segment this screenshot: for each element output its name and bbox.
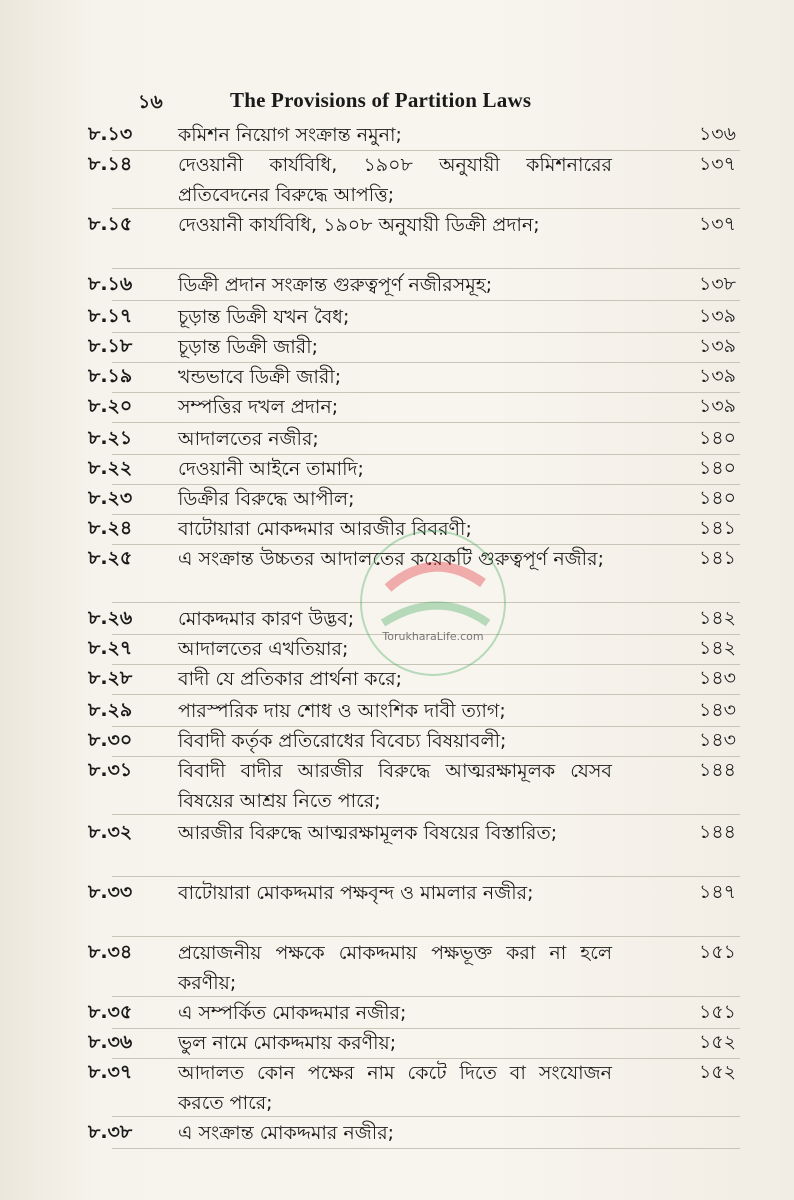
page-reference: ১৩৮ <box>698 273 736 295</box>
section-number: ৮.২৪ <box>88 517 133 539</box>
page-reference: ১৪৩ <box>698 667 736 689</box>
watermark-text: TorukharaLife.com <box>382 630 484 643</box>
section-title: মোকদ্দমার কারণ উদ্ভব; <box>178 608 355 630</box>
toc-entry <box>0 998 794 1028</box>
page-reference: ১৩৯ <box>698 365 736 387</box>
section-number: ৮.২০ <box>88 395 133 417</box>
section-title: দেওয়ানী কার্যবিধি, ১৯০৮ অনুযায়ী কমিশনারের প্রতিবেদনের বিরুদ্ধে আপত্তি; <box>178 154 612 206</box>
toc-entry <box>0 210 794 268</box>
section-number: ৮.১৮ <box>88 335 133 357</box>
toc-entry <box>0 362 794 392</box>
page-reference: ১৫২ <box>698 1061 736 1083</box>
toc-entry <box>0 150 794 208</box>
row-divider <box>112 208 740 209</box>
section-title: এ সংক্রান্ত উচ্চতর আদালতের কয়েকটি গুরুত্বপূর্ণ নজীর; <box>178 548 604 570</box>
section-title: ডিক্রী প্রদান সংক্রান্ত গুরুত্বপূর্ণ নজীরসমূহ; <box>178 274 493 296</box>
row-divider <box>112 814 740 815</box>
row-divider <box>112 1148 740 1149</box>
section-number: ৮.২৬ <box>88 607 133 629</box>
section-number: ৮.৩৮ <box>88 1121 133 1143</box>
section-number: ৮.৩৫ <box>88 1001 133 1023</box>
section-number: ৮.৩৪ <box>88 941 133 963</box>
toc-entry <box>0 484 794 514</box>
page-reference: ১৪১ <box>699 547 736 569</box>
page-header <box>138 88 734 118</box>
running-title: The Provisions of Partition Laws <box>230 88 532 112</box>
toc-entry <box>0 120 794 150</box>
section-number: ৮.২৫ <box>88 547 133 569</box>
toc-entry <box>0 696 794 726</box>
row-divider <box>112 936 740 937</box>
toc-entry <box>0 1118 794 1148</box>
section-number: ৮.৩৬ <box>88 1031 133 1053</box>
section-number: ৮.২৮ <box>88 667 133 689</box>
section-title: বাদী যে প্রতিকার প্রার্থনা করে; <box>178 668 403 690</box>
section-number: ৮.২৯ <box>88 699 133 721</box>
toc-entry <box>0 878 794 936</box>
section-number: ৮.৩১ <box>88 759 133 781</box>
section-number: ৮.২৩ <box>88 487 133 509</box>
page-reference: ১৪০ <box>698 427 736 449</box>
section-title: আদালতের নজীর; <box>178 428 319 450</box>
section-number: ৮.১৫ <box>88 213 133 235</box>
page-reference: ১৫১ <box>699 941 736 963</box>
page-reference: ১৩৯ <box>698 305 736 327</box>
toc-entry <box>0 424 794 454</box>
page-reference: ১৫১ <box>699 1001 736 1023</box>
section-title: চূড়ান্ত ডিক্রী জারী; <box>178 336 319 358</box>
section-number: ৮.৩২ <box>88 821 133 843</box>
section-title: আদালতের এখতিয়ার; <box>178 638 349 660</box>
section-title: বাটোয়ারা মোকদ্দমার আরজীর বিবরণী; <box>178 518 472 540</box>
toc-entry <box>0 302 794 332</box>
page-reference: ১৪৭ <box>698 881 736 903</box>
page-reference: ১৩৭ <box>698 153 736 175</box>
section-number: ৮.৩৩ <box>88 881 133 903</box>
page-reference: ১৫২ <box>698 1031 736 1053</box>
page-reference: ১৪১ <box>699 517 736 539</box>
section-number: ৮.১৬ <box>88 273 133 295</box>
page-reference: ১৩৬ <box>698 123 736 145</box>
section-number: ৮.১৭ <box>88 305 133 327</box>
row-divider <box>112 1116 740 1117</box>
section-number: ৮.১৩ <box>88 123 133 145</box>
page-reference: ১৩৯ <box>698 335 736 357</box>
row-divider <box>112 996 740 997</box>
toc-entry <box>0 818 794 876</box>
section-title: ভুল নামে মোকদ্দমায় করণীয়; <box>178 1032 397 1054</box>
toc-entry <box>0 938 794 996</box>
toc-entry <box>0 454 794 484</box>
page-reference: ১৪২ <box>698 607 736 629</box>
row-divider <box>112 876 740 877</box>
row-divider <box>112 268 740 269</box>
section-title: সম্পত্তির দখল প্রদান; <box>178 396 339 418</box>
page-reference: ১৪৪ <box>699 821 736 843</box>
toc-entry <box>0 392 794 422</box>
section-title: আরজীর বিরুদ্ধে আত্মরক্ষামূলক বিষয়ের বিস্তারিত; <box>178 822 558 844</box>
page-reference: ১৪০ <box>698 487 736 509</box>
section-title: দেওয়ানী কার্যবিধি, ১৯০৮ অনুযায়ী ডিক্রী প্রদান; <box>178 214 540 236</box>
toc-entry <box>0 726 794 756</box>
section-title: বিবাদী বাদীর আরজীর বিরুদ্ধে আত্মরক্ষামূলক যেসব বিষয়ের আশ্রয় নিতে পারে; <box>178 760 612 812</box>
section-title: চূড়ান্ত ডিক্রী যখন বৈধ; <box>178 306 350 328</box>
page-reference: ১৪৩ <box>698 729 736 751</box>
toc-entry <box>0 332 794 362</box>
section-title: খন্ডভাবে ডিক্রী জারী; <box>178 366 342 388</box>
section-number: ৮.২৭ <box>88 637 133 659</box>
row-divider <box>112 300 740 301</box>
section-title: ডিক্রীর বিরুদ্ধে আপীল; <box>178 488 355 510</box>
section-title: এ সম্পর্কিত মোকদ্দমার নজীর; <box>178 1002 407 1024</box>
section-title: পারস্পরিক দায় শোধ ও আংশিক দাবী ত্যাগ; <box>178 700 506 722</box>
toc-entry <box>0 756 794 814</box>
section-number: ৮.৩৭ <box>88 1061 133 1083</box>
row-divider <box>112 694 740 695</box>
row-divider <box>112 422 740 423</box>
section-number: ৮.৩০ <box>88 729 133 751</box>
watermark-logo <box>358 528 508 678</box>
section-title: বিবাদী কর্তৃক প্রতিরোধের বিবেচ্য বিষয়াবলী; <box>178 730 507 752</box>
page-number: ১৬ <box>138 91 163 113</box>
page-reference: ১৪৩ <box>698 699 736 721</box>
section-title: প্রয়োজনীয় পক্ষকে মোকদ্দমায় পক্ষভূক্ত করা না হলে করণীয়; <box>178 942 612 994</box>
page-reference: ১৪৪ <box>699 759 736 781</box>
section-title: আদালত কোন পক্ষের নাম কেটে দিতে বা সংযোজন করতে পারে; <box>178 1062 612 1114</box>
section-title: কমিশন নিয়োগ সংক্রান্ত নমুনা; <box>178 124 402 146</box>
page-reference: ১৪০ <box>698 457 736 479</box>
toc-entry <box>0 1058 794 1116</box>
section-number: ৮.১৪ <box>88 153 133 175</box>
toc-entry <box>0 1028 794 1058</box>
section-number: ৮.২১ <box>88 427 133 449</box>
page-reference: ১৩৭ <box>698 213 736 235</box>
section-title: বাটোয়ারা মোকদ্দমার পক্ষবৃন্দ ও মামলার নজীর; <box>178 882 534 904</box>
section-title: দেওয়ানী আইনে তামাদি; <box>178 458 364 480</box>
page-reference: ১৪২ <box>698 637 736 659</box>
section-number: ৮.২২ <box>88 457 133 479</box>
page-reference: ১৩৯ <box>698 395 736 417</box>
section-number: ৮.১৯ <box>88 365 133 387</box>
toc-entry <box>0 270 794 300</box>
section-title: এ সংক্রান্ত মোকদ্দমার নজীর; <box>178 1122 395 1144</box>
